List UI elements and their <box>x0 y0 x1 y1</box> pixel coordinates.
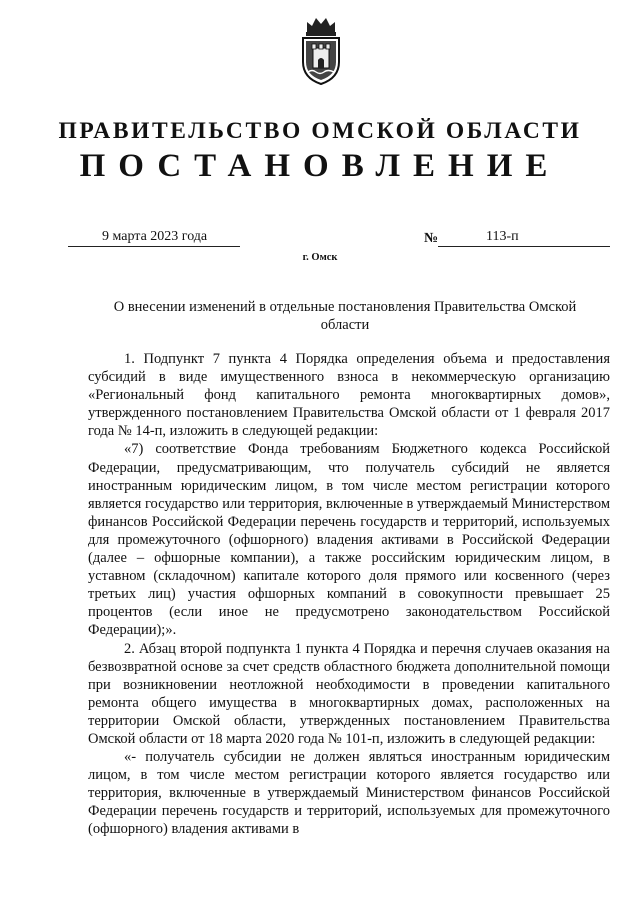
document-type-title: ПОСТАНОВЛЕНИЕ <box>79 148 561 184</box>
number-sign: № <box>424 231 439 246</box>
body-paragraph: 1. Подпункт 7 пункта 4 Порядка определения объема и предоставления субсидий в виде имущественного взноса в некоммерческую организацию «Региональный фонд капитального ремонта многоквартирных домов», утвержденного постановлением Правительства Омской области от 1 февраля 2017 года № 14-п, изложить в следующей редакции: <box>88 351 610 440</box>
body-paragraph: «- получатель субсидии не должен являться иностранным юридическим лицом, в том числе местом регистрации которого является государство или территория, включенные в утверждаемый Министерством финансов Российской Федерации перечень государств и территорий, используемых для промежуточного (офшорного) владения активами в <box>88 749 610 838</box>
government-title: ПРАВИТЕЛЬСТВО ОМСКОЙ ОБЛАСТИ <box>58 118 582 144</box>
city-label: г. Омск <box>302 252 338 263</box>
decree-date: 9 марта 2023 года <box>68 230 240 247</box>
omsk-coat-of-arms-icon <box>298 14 344 86</box>
decree-number: 113-п <box>438 230 610 247</box>
decree-body <box>88 350 610 839</box>
body-paragraph: 2. Абзац второй подпункта 1 пункта 4 Порядка и перечня случаев оказания на безвозвратной основе за счет средств областного бюджета дополнительной помощи при возникновении неотложной необходимости в проведении капитального ремонта общего имущества в многоквартирных домах, расположенных на территории Омской области, утвержденных постановлением Правительства Омской области от 18 марта 2020 года № 101-п, изложить в следующей редакции: <box>88 640 610 747</box>
decree-subject: О внесении изменений в отдельные постановления Правительства Омской области <box>113 299 577 333</box>
body-paragraph: «7) соответствие Фонда требованиям Бюджетного кодекса Российской Федерации, предусматривающим, что получатель субсидий не является иностранным юридическим лицом, в том числе местом регистрации которого является государство или территория, включенные в утверждаемый Министерством финансов Российской Федерации перечень государств и территорий, используемых для промежуточного (офшорного) владения активами в Российской Федерации (далее – офшорные компании), а также российским юридическим лицом, в уставном (складочном) капитале которого доля прямого или косвенного (через третьих лиц) участия офшорных компаний в совокупности превышает 25 процентов (если иное не предусмотрено законодательством Российской Федерации);». <box>88 441 610 639</box>
